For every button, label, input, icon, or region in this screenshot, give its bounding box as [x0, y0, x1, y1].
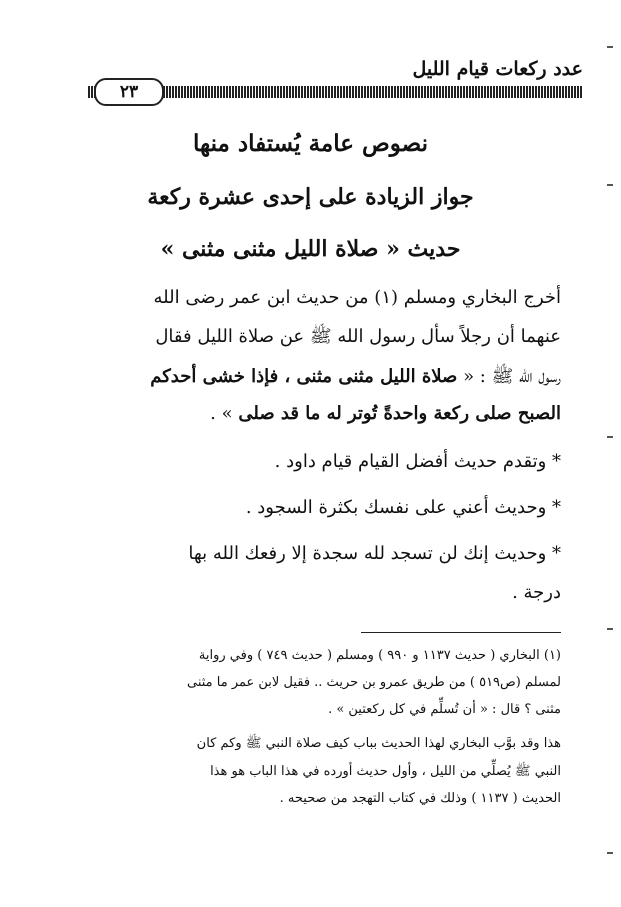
section-heading: نصوص عامة يُستفاد منها	[192, 130, 429, 157]
hadith-quote: صلاة الليل مثنى مثنى ، فإذا خشى أحدكم	[150, 366, 458, 387]
hadith-quote: الصبح صلى ركعة واحدةً تُوتر له ما قد صلى	[238, 403, 561, 424]
footnote-line: النبي ﷺ يُصلِّي من الليل ، وأول حديث أورده في هذا الباب هو هذا	[210, 764, 561, 779]
hadith-heading: حديث « صلاة الليل مثنى مثنى »	[160, 236, 461, 262]
body-line: أخرج البخاري ومسلم (١) من حديث ابن عمر رضى الله	[153, 287, 561, 308]
page-number-badge: ٢٣	[94, 78, 164, 106]
footnote-separator	[361, 632, 561, 633]
footnote-line: مثنى ؟ قال : « أن تُسلِّم في كل ركعتين » .	[328, 702, 561, 717]
bullet-item: * وتقدم حديث أفضل القيام قيام داود .	[274, 451, 561, 472]
margin-mark	[607, 184, 613, 186]
footnote-line: لمسلم (ص٥١٩ ) من طريق عمرو بن حريث .. فقيل لابن عمر ما مثنى	[187, 675, 561, 690]
margin-mark	[607, 852, 613, 854]
footnote-line: (١) البخاري ( حديث ١١٣٧ و ٩٩٠ ) ومسلم ( حديث ٧٤٩ ) وفي رواية	[198, 648, 561, 663]
body-line	[150, 365, 561, 391]
body-text: رسول الله ﷺ : «	[463, 366, 561, 387]
running-header-title: عدد ركعات قيام الليل	[412, 58, 583, 80]
body-line	[210, 403, 561, 424]
footnote-line: الحديث ( ١١٣٧ ) وذلك في كتاب التهجد من صحيحه .	[279, 791, 561, 806]
body-line: عنهما أن رجلاً سأل رسول الله ﷺ عن صلاة الليل فقال	[155, 326, 561, 347]
bullet-item: * وحديث إنك لن تسجد لله سجدة إلا رفعك الله بها	[188, 543, 561, 564]
margin-mark	[607, 436, 613, 438]
margin-mark	[607, 46, 613, 48]
subsection-heading: جواز الزيادة على إحدى عشرة ركعة	[147, 184, 474, 210]
margin-mark	[607, 628, 613, 630]
bullet-item-continuation: درجة .	[512, 582, 561, 603]
bullet-item: * وحديث أعني على نفسك بكثرة السجود .	[245, 497, 561, 518]
body-text: » .	[210, 403, 233, 424]
footnote-line: هذا وقد بوَّب البخاري لهذا الحديث بباب كيف صلاة النبي ﷺ وكم كان	[196, 736, 561, 751]
